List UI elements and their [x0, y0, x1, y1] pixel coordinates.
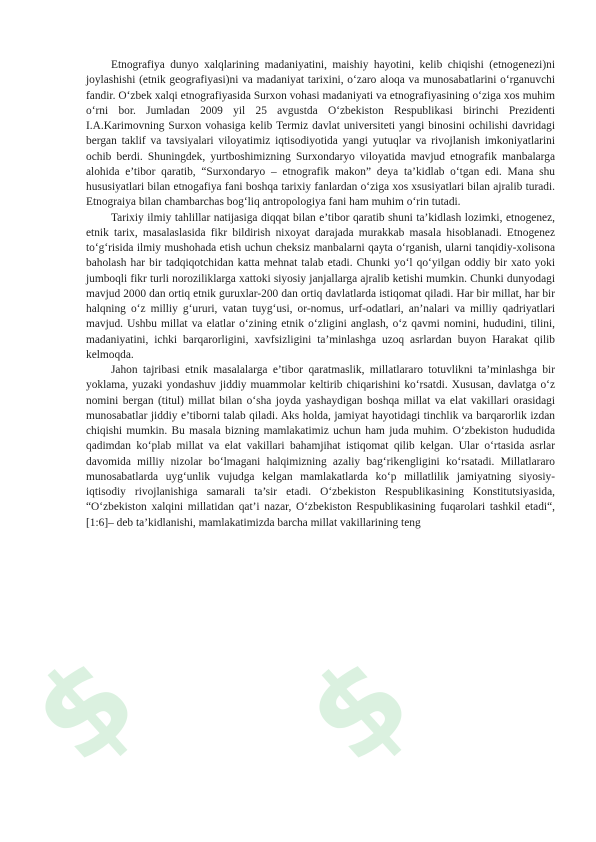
paragraph: Tarixiy ilmiy tahlillar natijasiga diqqat bilan e’tibor qaratib shuni ta’kidlash lozimki, etnogenez, etnik tarix, masalaslasida fikr bildirish nixoyat darajada murakkab masala hisoblanadi. Etnogenez to‘g‘risida ilmiy mushohada etish uchun cheksiz manbalarni qayta o‘rganish, ularni tanqidiy-xolisona baholash har bir tadqiqotchidan katta mehnat talab etadi. Chunki yo‘l qo‘yilgan oddiy bir xato yoki jumboqli fikr turli noroziliklarga xattoki siyosiy janjallarga ajralib ketishi mumkin. Chunki dunyodagi mavjud 2000 dan ortiq etnik guruxlar-200 dan ortiq davlatlarda istiqomat qiladi. Har bir millat, har bir halqning o‘z milliy g‘ururi, vatan tuyg‘usi, or-nomus, urf-odatlari, an’nalari va milliy qadriyatlari mavjud. Ushbu millat va elatlar o‘zining etnik o‘zligini anglash, o‘z qavmi nomini, hududini, tilini, madaniyatini, ichki barqarorligini, xavfsizligini ta’minlashga uzoq asrlardan buyon Harakat qilib kelmoqda. — [86, 211, 555, 361]
watermark-mark-right — [281, 630, 436, 789]
watermark-mark-left — [7, 630, 162, 789]
watermark-glyph: $ — [281, 630, 437, 790]
paragraph: Etnografiya dunyo xalqlarining madaniyatini, maishiy hayotini, kelib chiqishi (etnogenezi)ni joylashishi (etnik geografiyasi)ni va madaniyat tarixini, o‘zaro aloqa va munosabatlarini o‘rganuvchi fandir. O‘zbek xalqi etnografiyasida Surxon vohasi madaniyati va etnografiyasining o‘ziga xos muhim o‘rni bor. Jumladan 2009 yil 25 avgustda O‘zbekiston Respublikasi birinchi Prezidenti I.A.Karimovning Surxon vohasiga kelib Termiz davlat universiteti yangi binosini ochilishi davridagi bergan taklif va tavsiyalari viloyatimiz iqtisodiyotida yangi yutuqlar va rivojlanish imkoniyatlarini ochib berdi. Shuningdek, yurtboshimizning Surxondaryo viloyatida mavjud etnografik manbalarga alohida e’tibor qaratib, “Surxondaryo – etnografik makon” deya ta’kidlab o‘tgan edi. Mana shu hususiyatlari bilan etnogafiya fani boshqa tarixiy fanlardan o‘ziga xos xsusiyatlari bilan ajralib turadi. Etnograiya bilan chambarchas bog‘liq antropologiya fani ham muhim o‘rin tutadi. — [86, 59, 555, 209]
watermark-glyph: $ — [7, 630, 163, 790]
paragraph: Jahon tajribasi etnik masalalarga e’tibor qaratmaslik, millatlararo totuvlikni ta’minlashga bir yoklama, yuzaki yondashuv jiddiy muammolar keltirib chiqarishini ko‘rsatdi. Xususan, davlatga o‘z nomini bergan (titul) millat bilan o‘sha joyda yashaydigan boshqa millat va elat vakillari orasidagi munosabatlar jiddiy e’tiborni talab qiladi. Aks holda, jamiyat hayotidagi tinchlik va barqarorlik izdan chiqishi mumkin. Bu masala bizning mamlakatimiz uchun ham juda muhim. O‘zbekiston hududida qadimdan ko‘plab millat va elat vakillari bahamjihat istiqomat qilib kelgan. Ular o‘rtasida asrlar davomida milliy nizolar bo‘lmagani halqimizning azaliy bag‘rikengligini ko‘rsatadi. Millatlararo munosabatlarda uyg‘unlik vujudga kelgan mamlakatlarda ko‘p millatlilik jamiyatning siyosiy-iqtisodiy rivojlanishiga samarali ta’sir etadi. O‘zbekiston Respublikasining Konstitutsiyasida, “O‘zbekiston xalqini millatidan qat’i nazar, O‘zbekiston Respublikasining fuqarolari tashkil etadi“,[1:6]– deb ta’kidlanishi, mamlakatimizda barcha millat vakillarining teng — [86, 364, 555, 529]
document-body — [86, 58, 555, 531]
